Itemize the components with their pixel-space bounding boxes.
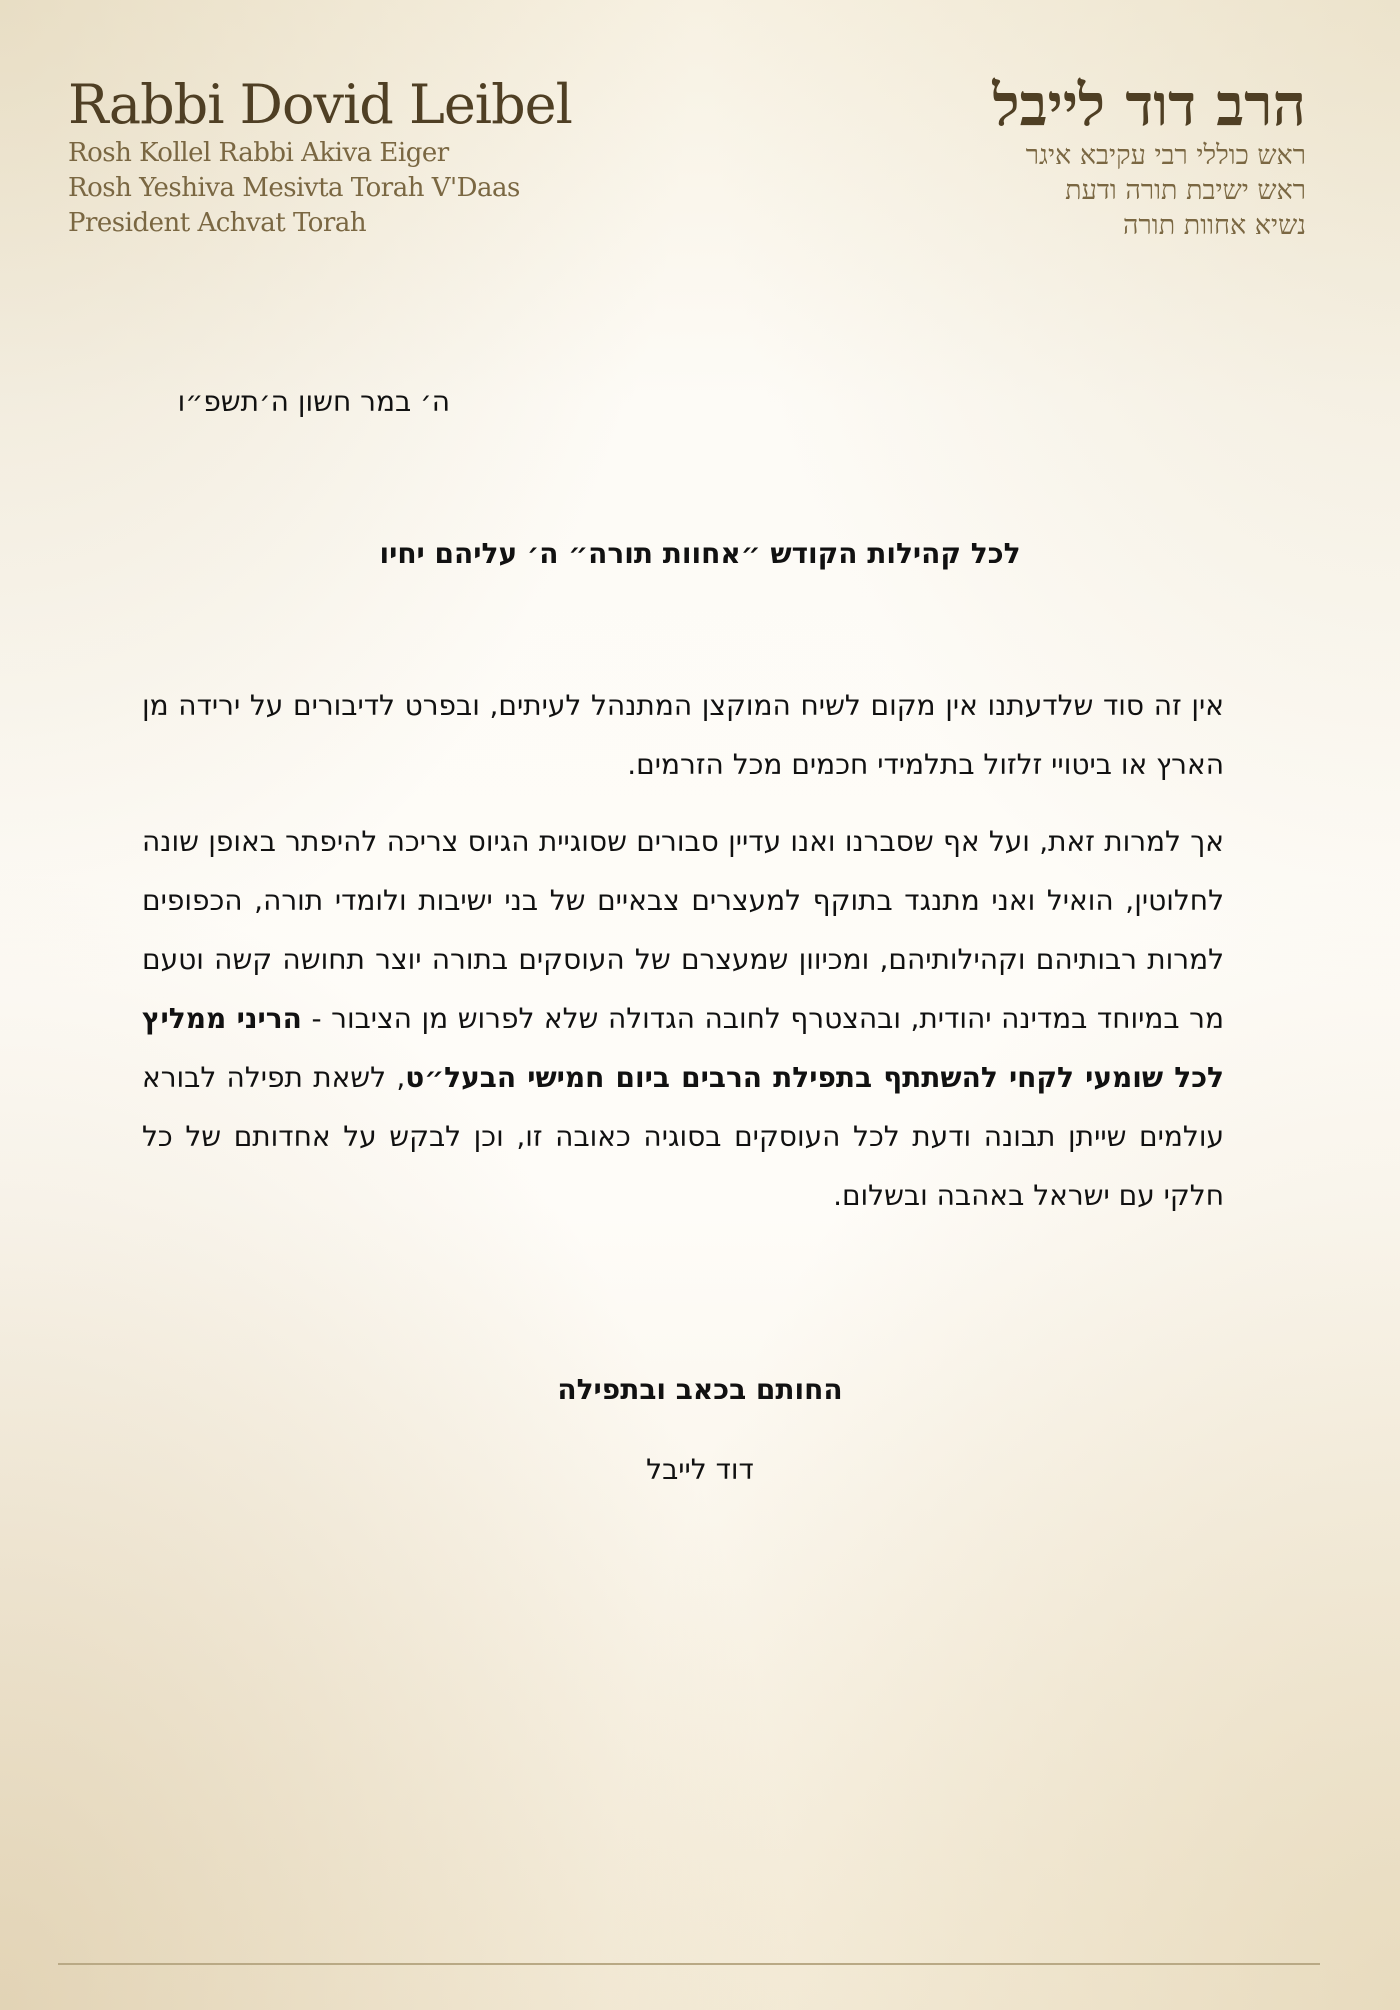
letterhead-hebrew-name: הרב דוד לייבל bbox=[992, 71, 1306, 139]
paragraph-2-emphasis: הריני ממליץ לכל שומעי לקחי להשתתף בתפילת הרבים ביום חמישי הבעל״ט bbox=[142, 1002, 1224, 1094]
paragraph-2-text: אך למרות זאת, ועל אף שסברנו ואנו עדיין סבורים שסוגיית הגיוס צריכה להיפתר באופן שונה לחלוטין, הואיל ואני מתנגד בתוקף למעצרים צבאיים של בני ישיבות ולומדי תורה, הכפופים למרות רבותיהם וקהילותיהם, ומכיוון שמעצרם של העוסקים בתורה יוצר תחושה קשה וטעם מר במיוחד במדינה יהודית, ובהצטרף לחובה הגדולה שלא לפרוש מן הציבור - bbox=[142, 825, 1224, 1035]
letterhead-english-name: Rabbi Dovid Leibel bbox=[68, 73, 572, 136]
letterhead-hebrew-title: נשיא אחוות תורה bbox=[1123, 210, 1306, 241]
letter-signature: דוד לייבל bbox=[646, 1453, 754, 1486]
letter-closing: החותם בכאב ובתפילה bbox=[557, 1373, 843, 1406]
footer-divider bbox=[58, 1963, 1320, 1965]
letterhead-hebrew-title: ראש ישיבת תורה ודעת bbox=[1065, 175, 1306, 206]
letterhead-english-title: Rosh Yeshiva Mesivta Torah V'Daas bbox=[68, 173, 520, 203]
letter-addressee: לכל קהילות הקודש ״אחוות תורה״ ה׳ עליהם יחיו bbox=[379, 537, 1021, 570]
paragraph-2-text-end: , לשאת תפילה לבורא עולמים שייתן תבונה ודעת לכל העוסקים בסוגיה כאובה זו, וכן לבקש על אחדותם של כל חלקי עם ישראל באהבה ובשלום. bbox=[142, 1061, 1224, 1212]
letterhead-hebrew bbox=[786, 72, 1306, 243]
letterhead-hebrew-title: ראש כוללי רבי עקיבא איגר bbox=[1025, 140, 1306, 171]
letterhead-english bbox=[68, 74, 628, 241]
letter-paragraph-1: אין זה סוד שלדעתנו אין מקום לשיח המוקצן המתנהל לעיתים, ובפרט לדיבורים על ירידה מן הארץ או ביטויי זלזול בתלמידי חכמים מכל הזרמים. bbox=[142, 689, 1224, 781]
letterhead-english-title: President Achvat Torah bbox=[68, 208, 367, 238]
letterhead-english-title: Rosh Kollel Rabbi Akiva Eiger bbox=[68, 138, 449, 168]
letter-paragraph-2 bbox=[142, 812, 1224, 1225]
letter-date: ה׳ במר חשון ה׳תשפ״ו bbox=[177, 385, 450, 418]
